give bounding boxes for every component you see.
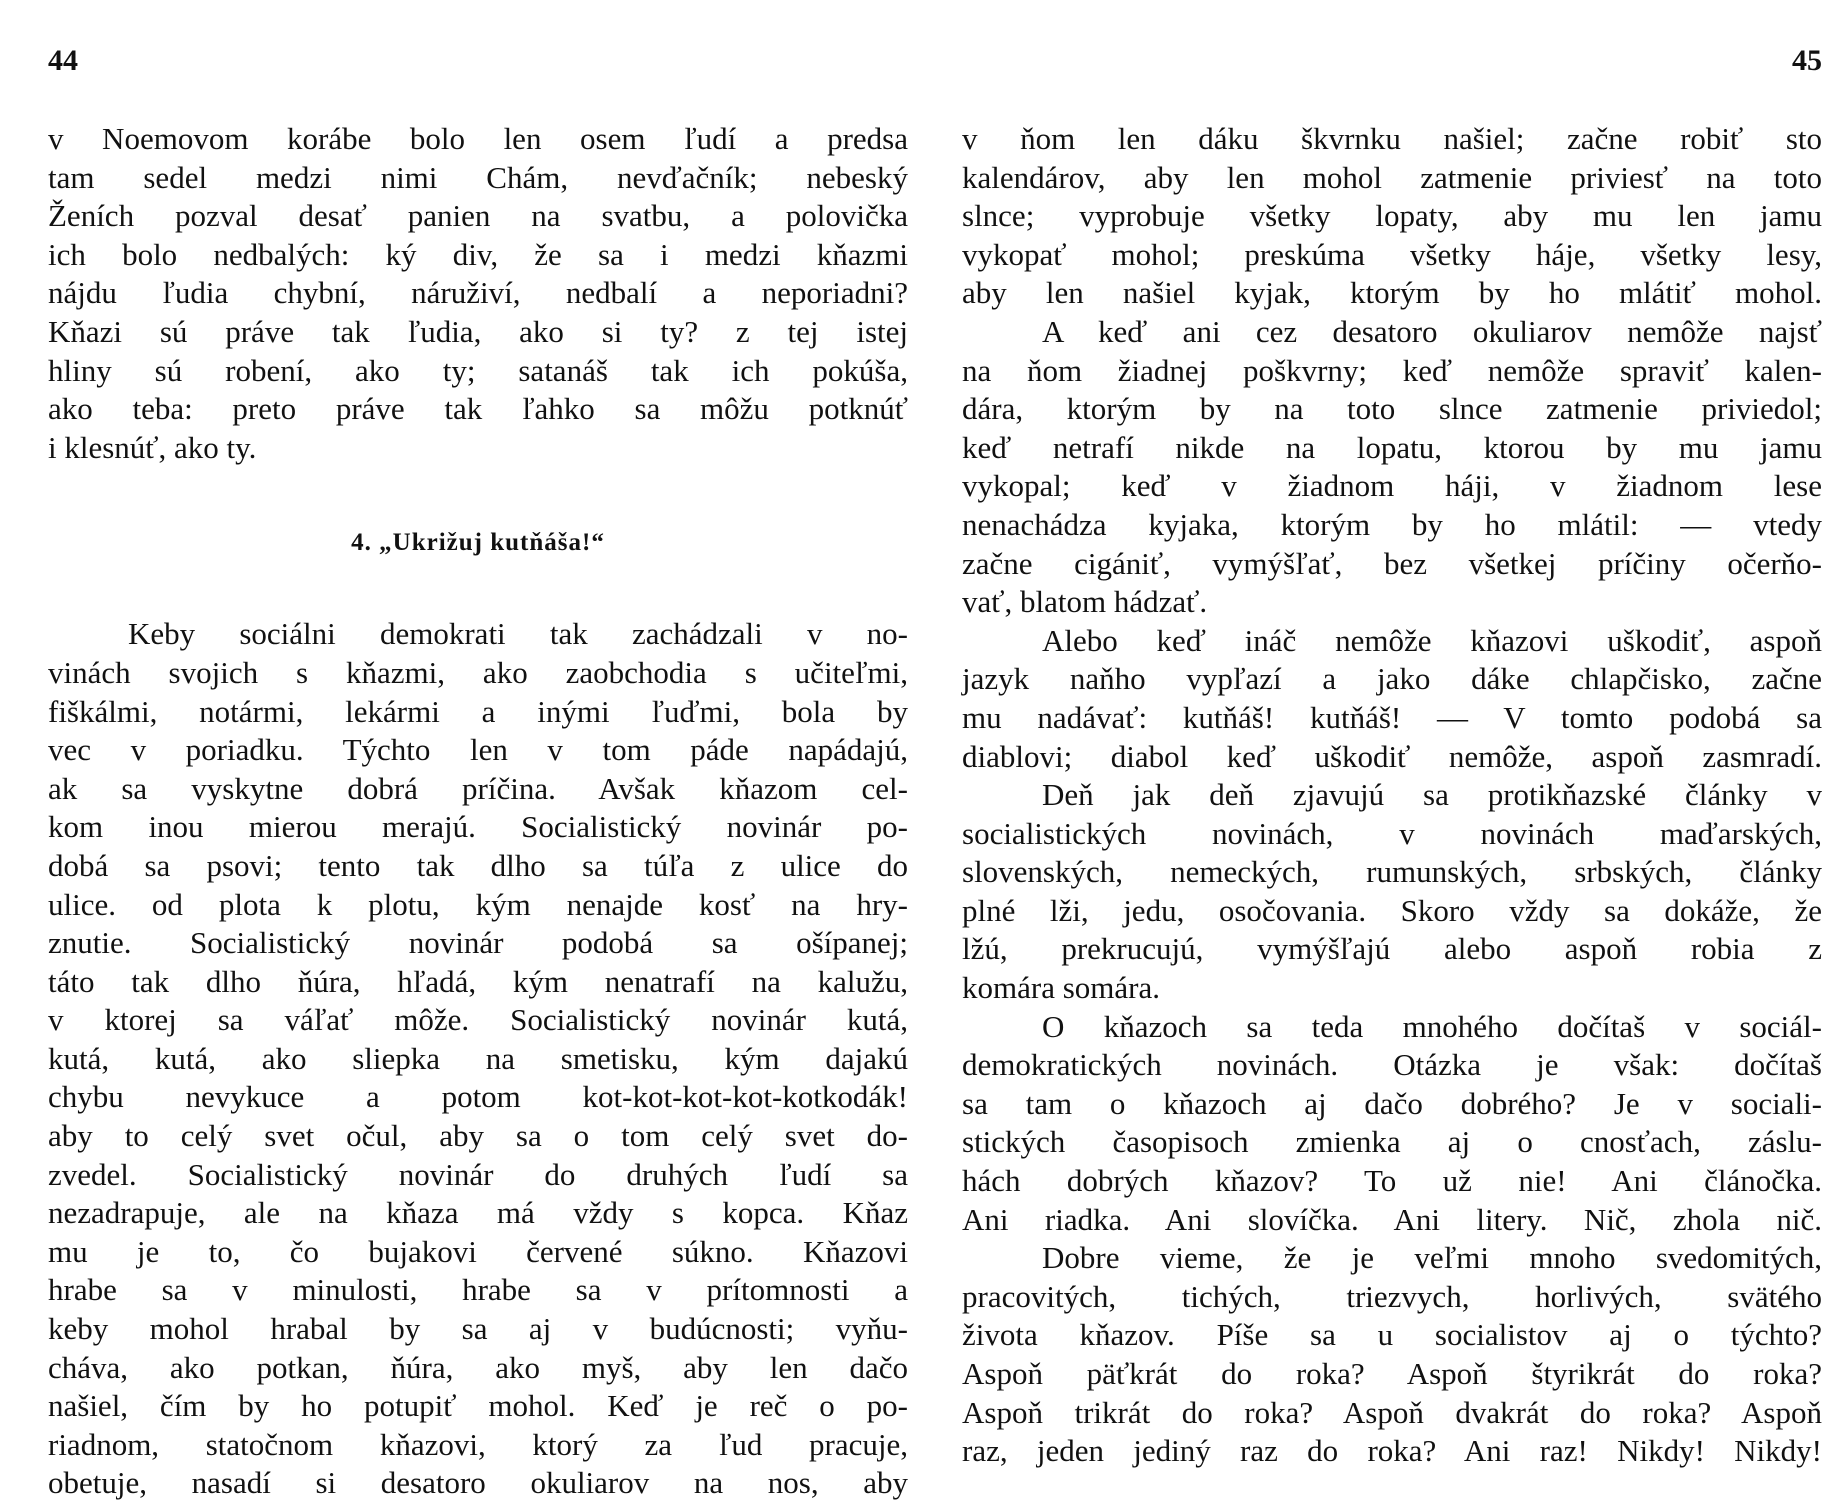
text-line: raz, jeden jediný raz do roka? Ani raz! Nikdy! Nikdy! [962, 1433, 1822, 1469]
text-line: demokratických novinách. Otázka je však: dočítaš [962, 1047, 1822, 1083]
text-line: Alebo keď ináč nemôže kňazovi uškodiť, aspoň [1042, 622, 1822, 658]
text-line: Dobre vieme, že je veľmi mnoho svedomitých, [1042, 1240, 1822, 1276]
text-line: Kňazi sú práve tak ľudia, ako si ty? z tej istej [48, 313, 908, 349]
text-line: diablovi; diabol keď uškodiť nemôže, aspoň zasmradí. [962, 738, 1822, 774]
text-line: dobá sa psovi; tento tak dlho sa túľa z ulice do [48, 847, 908, 883]
text-line: vec v poriadku. Týchto len v tom páde napádajú, [48, 732, 908, 768]
text-line: Ženích pozval desať panien na svatbu, a polovička [48, 198, 908, 234]
section-heading: 4. „Ukrižuj kutňáša!“ [351, 529, 605, 557]
text-line: našiel, čím by ho potupiť mohol. Keď je reč o po- [48, 1388, 908, 1424]
text-line: aby len našiel kyjak, ktorým by ho mlátiť mohol. [962, 275, 1822, 311]
text-line: plné lži, jedu, osočovania. Skoro vždy sa dokáže, že [962, 892, 1822, 928]
text-line: socialistických novinách, v novinách maďarských, [962, 815, 1822, 851]
text-line: začne cigániť, vymýšľať, bez všetkej príčiny očerňo- [962, 545, 1822, 581]
text-line: vať, blatom hádzať. [962, 584, 1208, 620]
text-line: cháva, ako potkan, ňúra, ako myš, aby len dačo [48, 1349, 908, 1385]
left-page [48, 0, 908, 1500]
text-line: obetuje, nasadí si desatoro okuliarov na nos, aby [48, 1465, 908, 1501]
text-line: slnce; vyprobuje všetky lopaty, aby mu len jamu [962, 198, 1822, 234]
text-line: slovenských, nemeckých, rumunských, srbských, články [962, 854, 1822, 890]
text-line: O kňazoch sa teda mnohého dočítaš v sociál- [1042, 1008, 1822, 1044]
text-line: kalendárov, aby len mohol zatmenie priviesť na toto [962, 159, 1822, 195]
text-line: i klesnúť, ako ty. [48, 429, 257, 465]
spacer [48, 467, 908, 523]
text-line: nezadrapuje, ale na kňaza má vždy s kopca. Kňaz [48, 1195, 908, 1231]
text-line: v ktorej sa váľať môže. Socialistický novinár kutá, [48, 1002, 908, 1038]
text-line: mu nadávať: kutňáš! kutňáš! — V tomto podobá sa [962, 699, 1822, 735]
text-line: Aspoň trikrát do roka? Aspoň dvakrát do roka? Aspoň [962, 1394, 1822, 1430]
text-line: hách dobrých kňazov? To už nie! Ani článočka. [962, 1163, 1822, 1199]
text-line: lžú, prekrucujú, vymýšľajú alebo aspoň robia z [962, 931, 1822, 967]
text-line: chybu nevykuce a potom kot-kot-kot-kot-kotkodák! [48, 1079, 908, 1115]
text-line: hliny sú robení, ako ty; satanáš tak ich pokúša, [48, 352, 908, 388]
spacer [48, 563, 908, 615]
text-line: zvedel. Socialistický novinár do druhých ľudí sa [48, 1156, 908, 1192]
text-line: v ňom len dáku škvrnku našiel; začne robiť sto [962, 121, 1822, 156]
text-line: pracovitých, tichých, triezvych, horlivých, svätého [962, 1278, 1822, 1314]
text-line: na ňom žiadnej poškvrny; keď nemôže spraviť kalen- [962, 352, 1822, 388]
text-line: keď netrafí nikde na lopatu, ktorou by mu jamu [962, 429, 1822, 465]
text-line: keby mohol hrabal by sa aj v budúcnosti; vyňu- [48, 1311, 908, 1347]
right-page-body [962, 120, 1822, 1471]
text-line: Aspoň päťkrát do roka? Aspoň štyrikrát do roka? [962, 1356, 1822, 1391]
text-line: vykopal; keď v žiadnom háji, v žiadnom lese [962, 468, 1822, 504]
text-line: ak sa vyskytne dobrá príčina. Avšak kňazom cel- [48, 770, 908, 806]
text-line: A keď ani cez desatoro okuliarov nemôže najsť [1042, 313, 1822, 349]
text-line: riadnom, statočnom kňazovi, ktorý za ľud pracuje, [48, 1426, 908, 1462]
text-line: Keby sociálni demokrati tak zachádzali v no- [128, 616, 908, 652]
page-number-right: 45 [1792, 44, 1822, 77]
text-line: nájdu ľudia chybní, náruživí, nedbalí a neporiadni? [48, 275, 908, 311]
page-number-left: 44 [48, 44, 78, 77]
text-line: fiškálmi, notármi, lekármi a inými ľuďmi, bola by [48, 693, 908, 729]
text-line: znutie. Socialistický novinár podobá sa ošípanej; [48, 925, 908, 961]
text-line: nenachádza kyjaka, ktorým by ho mlátil: — vtedy [962, 506, 1822, 542]
text-line: stických časopisoch zmienka aj o cnosťach, záslu- [962, 1124, 1822, 1160]
left-page-body [48, 120, 908, 1503]
text-line: života kňazov. Píše sa u socialistov aj o týchto? [962, 1317, 1822, 1353]
text-line: vinách svojich s kňazmi, ako zaobchodia s učiteľmi, [48, 654, 908, 690]
text-line: kutá, kutá, ako sliepka na smetisku, kým dajakú [48, 1040, 908, 1076]
text-line: vykopať mohol; preskúma všetky háje, všetky lesy, [962, 236, 1822, 272]
text-line: Ani riadka. Ani slovíčka. Ani litery. Nič, zhola nič. [962, 1201, 1822, 1237]
text-line: aby to celý svet očul, aby sa o tom celý svet do- [48, 1118, 908, 1154]
text-line: tam sedel medzi nimi Chám, nevďačník; nebeský [48, 159, 908, 195]
text-line: kom inou mierou merajú. Socialistický novinár po- [48, 809, 908, 845]
text-line: dára, ktorým by na toto slnce zatmenie priviedol; [962, 391, 1822, 427]
text-line: hrabe sa v minulosti, hrabe sa v prítomnosti a [48, 1272, 908, 1308]
text-line: ich bolo nedbalých: ký div, že sa i medzi kňazmi [48, 236, 908, 272]
text-line: komára somára. [962, 970, 1160, 1006]
text-line: Deň jak deň zjavujú sa protikňazské články v [1042, 777, 1822, 813]
text-line: ako teba: preto práve tak ľahko sa môžu potknúť [48, 391, 908, 427]
text-line: mu je to, čo bujakovi červené súkno. Kňazovi [48, 1233, 908, 1269]
text-line: táto tak dlho ňúra, hľadá, kým nenatrafí na kalužu, [48, 963, 908, 999]
text-line: jazyk naňho vypľazí a jako dáke chlapčisko, začne [962, 661, 1822, 697]
right-page [962, 0, 1822, 1500]
text-line: v Noemovom korábe bolo len osem ľudí a predsa [48, 121, 908, 156]
text-line: sa tam o kňazoch aj dačo dobrého? Je v sociali- [962, 1085, 1822, 1121]
text-line: ulice. od plota k plotu, kým nenajde kosť na hry- [48, 886, 908, 922]
